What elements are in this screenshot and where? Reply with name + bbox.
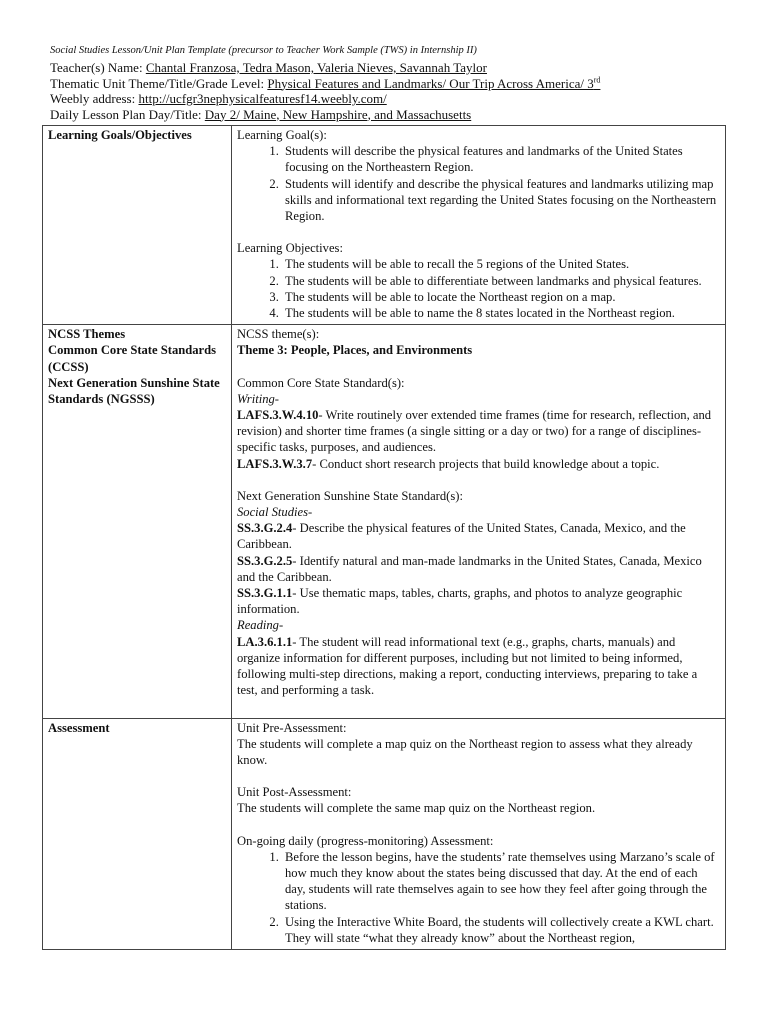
ongoing-item: 1. Before the lesson begins, have the students’ rate themselves using Marzano’s scale of how much they know about the states being discussed that day. At the end of each day, students will rate themselves again to see how they feel after going through the stations.: [282, 849, 721, 914]
goals-heading: Learning Goal(s):: [237, 128, 327, 142]
standard-text: - The student will read informational text (e.g., graphs, charts, manuals) and organize information for different purposes, including but not limited to being informed, following multi-step directions, making a report, conducting interviews, preparing to take a test, and performing a task.: [237, 634, 698, 698]
goals-list: [237, 143, 721, 224]
objective-item: 1. The students will be able to recall the 5 regions of the United States.: [282, 256, 721, 272]
standard-text: - Use thematic maps, tables, charts, graphs, and photos to analyze geographic information.: [237, 586, 683, 617]
ccss-heading: Common Core State Standard(s):: [237, 375, 405, 390]
standard-code: LAFS.3.W.3.7: [237, 456, 313, 471]
teacher-names: Chantal Franzosa, Tedra Mason, Valeria Nieves, Savannah Taylor: [145, 60, 487, 75]
daily-label: Daily Lesson Plan Day/Title:: [50, 106, 205, 122]
objective-item: 3. The students will be able to locate the Northeast region on a map.: [282, 289, 721, 305]
standards-label-line: Common Core State Standards (CCSS): [48, 343, 217, 374]
standards-content: [232, 325, 726, 718]
ngsss-subject-reading: Reading-: [237, 618, 284, 633]
standard-item: [237, 634, 721, 699]
ncss-heading: NCSS theme(s):: [237, 327, 320, 342]
template-title: Social Studies Lesson/Unit Plan Template (precursor to Teacher Work Sample (TWS) in Internship II): [50, 45, 477, 56]
theme-sup: rd: [593, 75, 601, 85]
weebly-label: Weebly address:: [50, 91, 139, 106]
standard-code: LA.3.6.1.1: [237, 634, 293, 649]
standard-code: LAFS.3.W.4.10: [237, 408, 319, 423]
standard-text: - Identify natural and man-made landmarks in the United States, Canada, Mexico and the Caribbean.: [237, 553, 702, 584]
ongoing-assessment-list: [237, 849, 721, 946]
standards-label-line: NCSS Themes: [48, 327, 126, 342]
daily-line: [50, 107, 730, 123]
standards-label: [43, 325, 232, 718]
standard-item: [237, 456, 721, 472]
ngsss-subject-social: Social Studies-: [237, 505, 313, 520]
lesson-plan-table: [42, 125, 726, 950]
standard-item: [237, 553, 721, 585]
teacher-line: [50, 60, 730, 76]
weebly-link[interactable]: http://ucfgr3nephysicalfeaturesf14.weebly.com/: [138, 91, 387, 106]
teacher-label: Teacher(s) Name:: [50, 60, 146, 75]
goals-row: [43, 126, 726, 325]
standard-item: [237, 520, 721, 552]
ongoing-assessment-heading: On-going daily (progress-monitoring) Assessment:: [237, 833, 494, 848]
theme-value: [267, 76, 600, 91]
objective-item: 2. The students will be able to differentiate between landmarks and physical features.: [282, 273, 721, 289]
ccss-subject: Writing-: [237, 391, 279, 406]
standards-label-line: Next Generation Sunshine State Standards (NGSSS): [48, 375, 220, 407]
standard-code: SS.3.G.1.1: [237, 586, 293, 601]
standard-code: SS.3.G.2.4: [237, 521, 293, 536]
goal-item: 1. Students will describe the physical features and landmarks of the United States focusing on the Northeastern Region.: [282, 143, 721, 175]
pre-assessment-heading: Unit Pre-Assessment:: [237, 720, 347, 735]
post-assessment-heading: Unit Post-Assessment:: [237, 785, 352, 800]
daily-value: Day 2/ Maine, New Hampshire, and Massachusetts: [204, 106, 472, 122]
pre-assessment-text: The students will complete a map quiz on the Northeast region to assess what they already know.: [237, 736, 693, 767]
assessment-row: [43, 718, 726, 949]
standard-text: - Conduct short research projects that build knowledge about a topic.: [312, 456, 660, 471]
theme-line: [50, 76, 730, 92]
ngsss-heading: Next Generation Sunshine State Standard(s):: [237, 488, 463, 503]
standards-row: [43, 325, 726, 718]
objectives-heading: Learning Objectives:: [237, 241, 343, 256]
objective-item: 4. The students will be able to name the 8 states located in the Northeast region.: [282, 305, 721, 321]
goal-item: 2. Students will identify and describe the physical features and landmarks utilizing map skills and informational text regarding the United States focusing on the Northeastern Region.: [282, 176, 721, 225]
goals-label: Learning Goals/Objectives: [43, 126, 232, 325]
theme-text: Physical Features and Landmarks/ Our Trip Across America/ 3: [267, 75, 594, 91]
document-header: [50, 44, 730, 122]
standard-text: - Describe the physical features of the United States, Canada, Mexico, and the Caribbean.: [237, 521, 686, 552]
theme-label: Thematic Unit Theme/Title/Grade Level:: [50, 75, 268, 91]
standard-text: - Write routinely over extended time frames (time for research, reflection, and revision) and shorter time frames (a single sitting or a day or two) for a range of disciplines-specific tasks, purposes, and audiences.: [237, 408, 712, 455]
standard-item: [237, 585, 721, 617]
weebly-line: [50, 91, 730, 107]
assessment-content: [232, 718, 726, 949]
standard-code: SS.3.G.2.5: [237, 553, 293, 568]
standard-item: [237, 407, 721, 456]
objectives-list: [237, 256, 721, 321]
ongoing-item: 2. Using the Interactive White Board, the students will collectively create a KWL chart. They will state “what they already know” about the Northeast region,: [282, 914, 721, 946]
ncss-theme: Theme 3: People, Places, and Environments: [237, 343, 473, 358]
goals-content: [232, 126, 726, 325]
post-assessment-text: The students will complete the same map quiz on the Northeast region.: [237, 801, 596, 816]
assessment-label: Assessment: [43, 718, 232, 949]
